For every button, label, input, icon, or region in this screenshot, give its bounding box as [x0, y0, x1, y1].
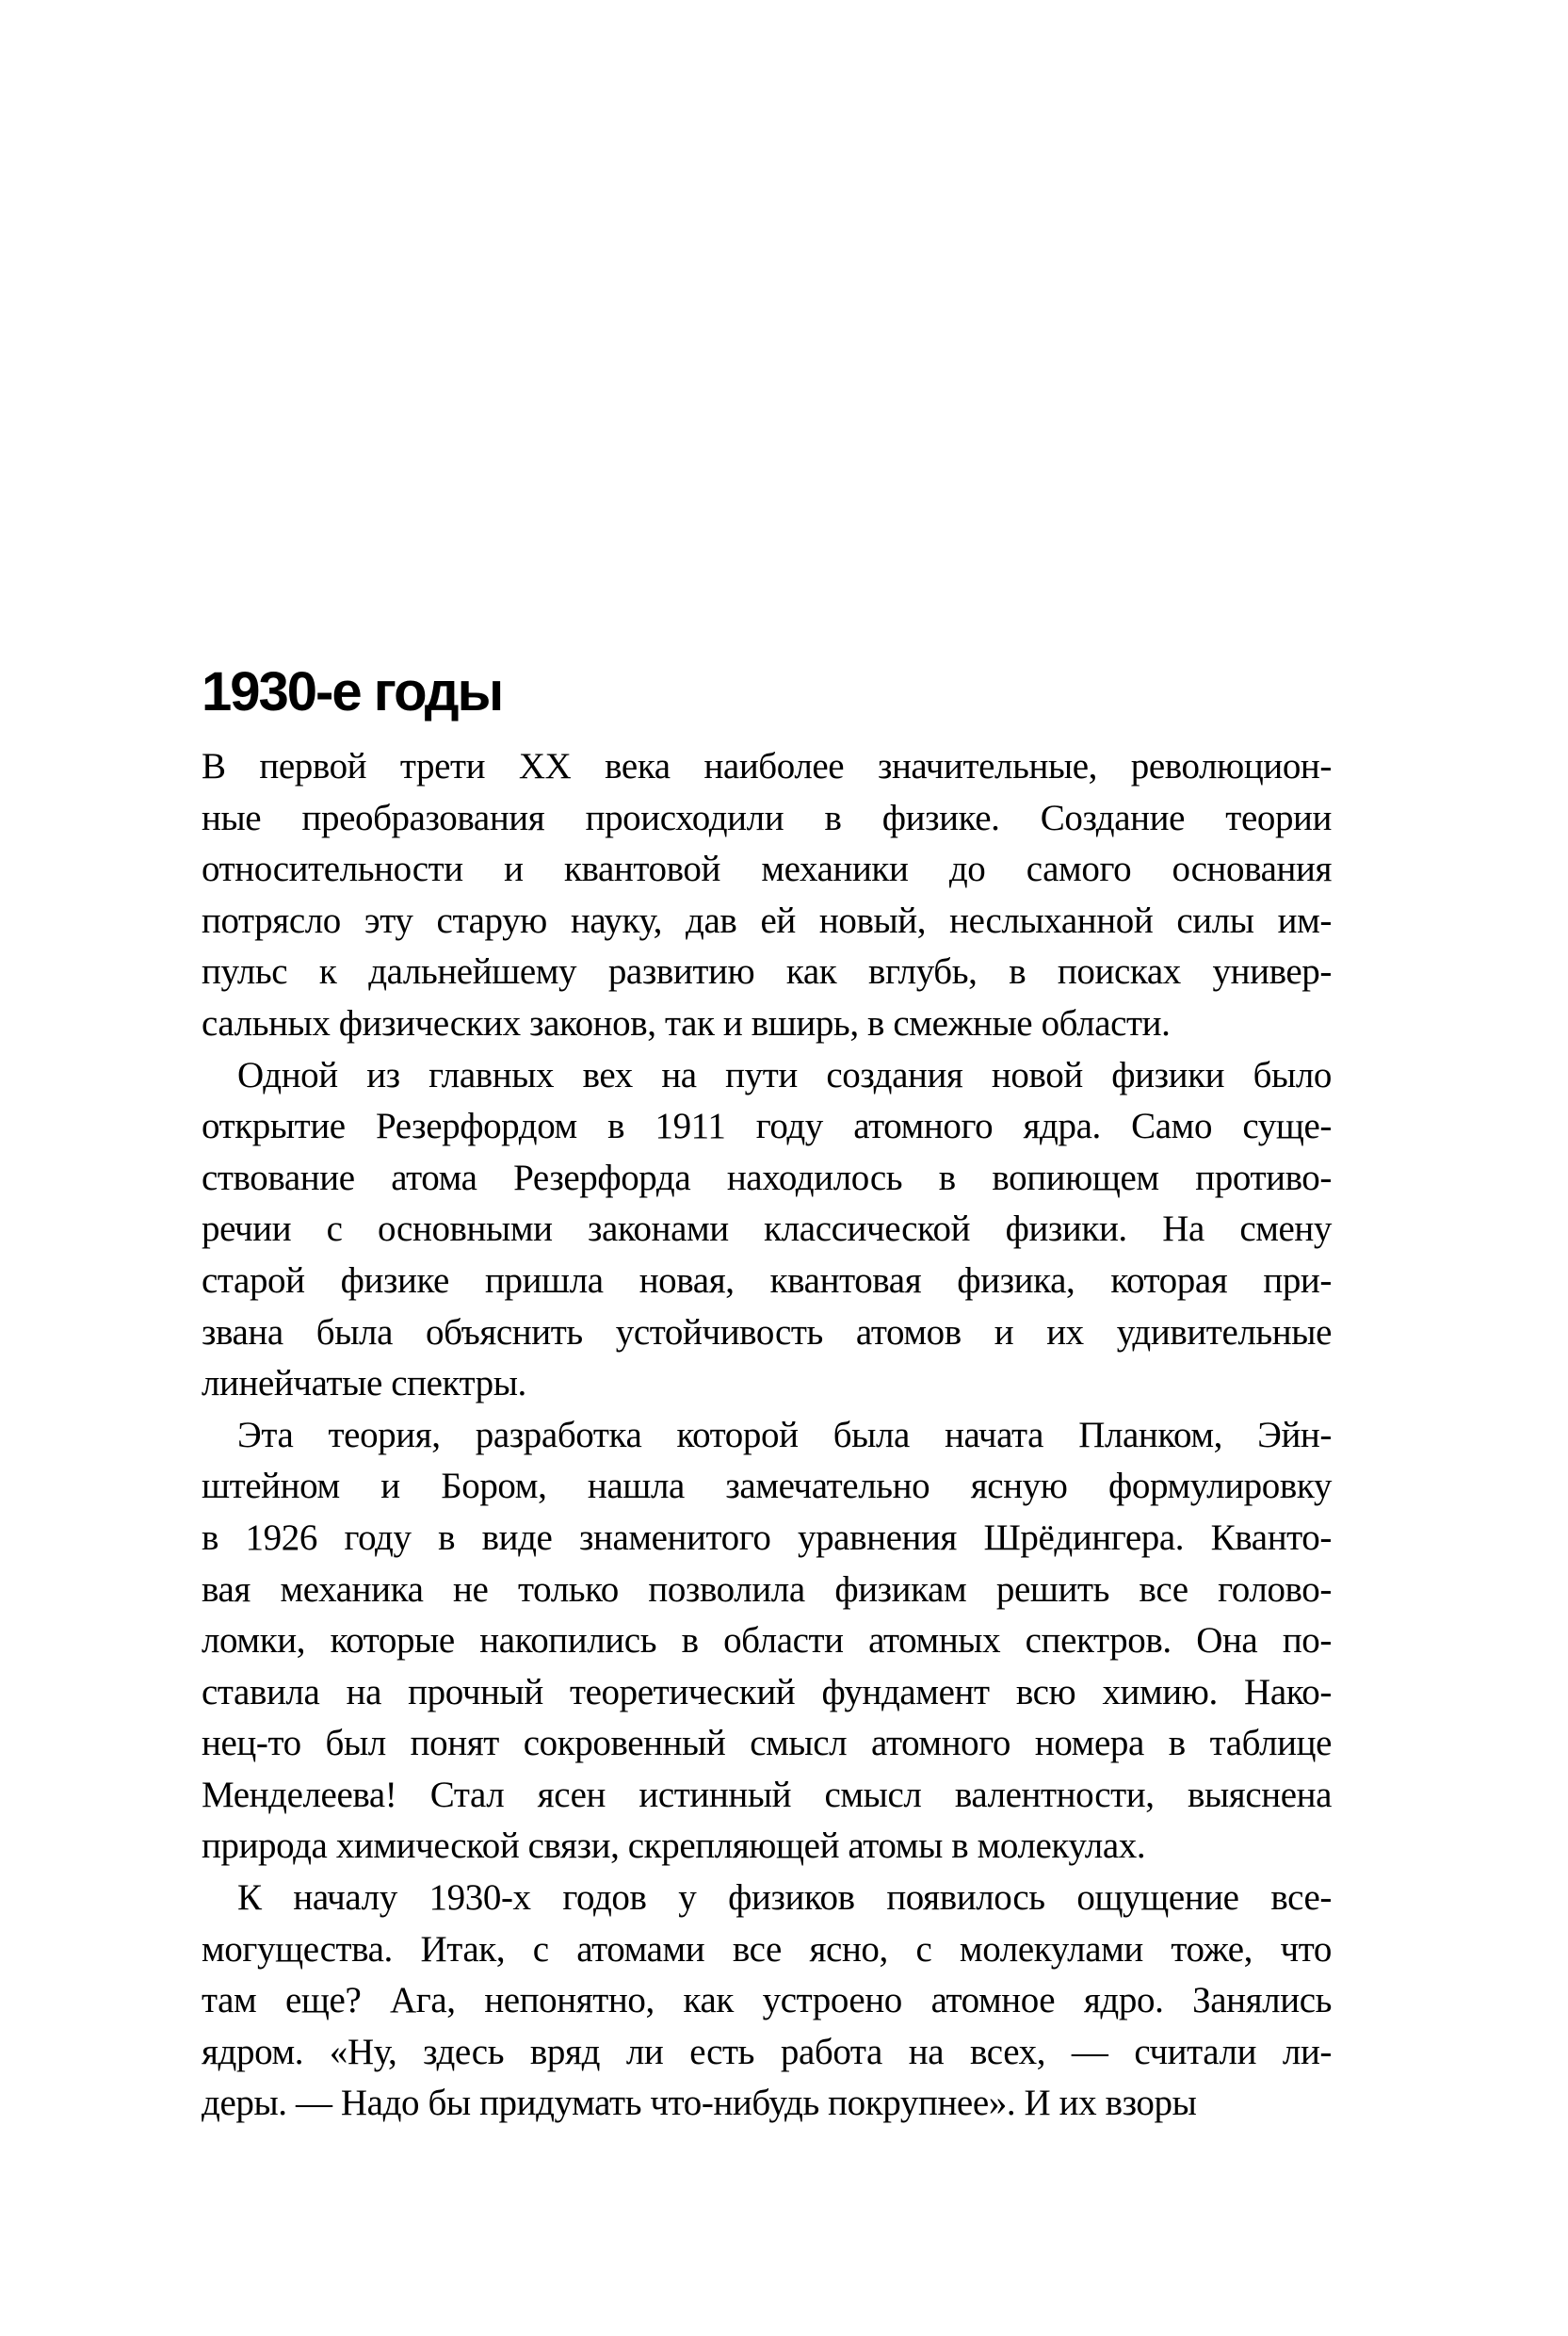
text-line: сальных физических законов, так и вширь, в смежные области.	[202, 1002, 1171, 1044]
text-line: там еще? Ага, непонятно, как устроено атомное ядро. Занялись	[202, 1980, 1332, 2021]
text-line: В первой трети XX века наиболее значительные, революцион-	[202, 746, 1332, 787]
text-line: звана была объяснить устойчивость атомов и их удивительные	[202, 1311, 1332, 1353]
text-line: ломки, которые накопились в области атомных спектров. Она по-	[202, 1620, 1332, 1662]
text-line: ядром. «Ну, здесь вряд ли есть работа на всех, — считали ли-	[202, 2031, 1332, 2072]
text-line: открытие Резерфордом в 1911 году атомного ядра. Само суще-	[202, 1106, 1332, 1147]
text-line: пульс к дальнейшему развитию как вглубь, в поисках универ-	[202, 951, 1332, 993]
chapter-title: 1930-е годы	[202, 661, 503, 722]
text-line: ставила на прочный теоретический фундамент всю химию. Нако-	[202, 1671, 1332, 1712]
text-line: Эта теория, разработка которой была начата Планком, Эйн-	[237, 1414, 1332, 1455]
text-line: Одной из главных вех на пути создания новой физики было	[237, 1054, 1332, 1095]
text-line: нец-то был понят сокровенный смысл атомного номера в таблице	[202, 1723, 1332, 1764]
text-line: старой физике пришла новая, квантовая физика, которая при-	[202, 1259, 1332, 1301]
text-line: в 1926 году в виде знаменитого уравнения Шрёдингера. Кванто-	[202, 1517, 1332, 1558]
text-line: Менделеева! Стал ясен истинный смысл валентности, выяснена	[202, 1774, 1332, 1815]
text-line: деры. — Надо бы придумать что-нибудь покрупнее». И их взоры	[202, 2083, 1197, 2124]
body-text	[202, 741, 1332, 2130]
text-line: природа химической связи, скрепляющей атомы в молекулах.	[202, 1825, 1146, 1867]
text-line: относительности и квантовой механики до самого основания	[202, 849, 1332, 890]
text-line: линейчатые спектры.	[202, 1363, 526, 1404]
text-line: речии с основными законами классической физики. На смену	[202, 1209, 1332, 1250]
text-line: ные преобразования происходили в физике. Создание теории	[202, 797, 1332, 838]
text-line: могущества. Итак, с атомами все ясно, с молекулами тоже, что	[202, 1928, 1332, 1970]
text-line: штейном и Бором, нашла замечательно ясную формулировку	[202, 1466, 1332, 1507]
text-line: ствование атома Резерфорда находилось в вопиющем противо-	[202, 1157, 1332, 1198]
text-line: К началу 1930-х годов у физиков появилось ощущение все-	[237, 1877, 1332, 1919]
text-line: потрясло эту старую науку, дав ей новый, неслыханной силы им-	[202, 900, 1332, 941]
text-line: вая механика не только позволила физикам решить все голово-	[202, 1568, 1332, 1610]
